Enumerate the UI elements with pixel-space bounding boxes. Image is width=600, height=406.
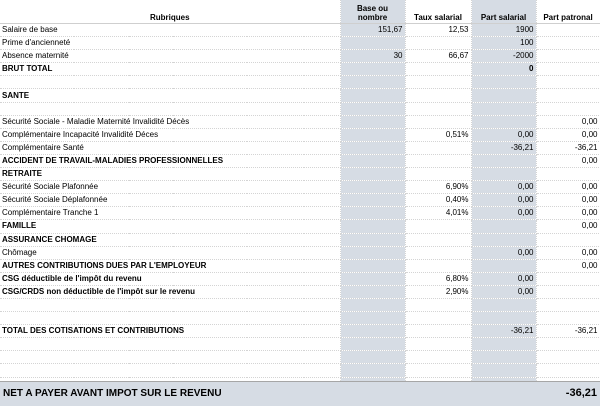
cell-base[interactable]: 30 [340,50,405,63]
table-row [0,298,600,311]
table-row [0,194,600,207]
cell-taux[interactable]: 6,80% [405,272,471,285]
cell-taux[interactable] [405,298,471,311]
table-row [0,181,600,194]
cell-rubrique[interactable]: CSG/CRDS non déductible de l'impôt sur le revenu [0,285,340,298]
cell-base[interactable] [340,141,405,154]
cell-rubrique[interactable]: Sécurité Sociale - Maladie Maternité Invalidité Décès [0,115,340,128]
cell-base[interactable] [340,76,405,89]
cell-taux[interactable] [405,259,471,272]
cell-taux[interactable] [405,89,471,102]
cell-part-patronal[interactable]: 0,00 [536,194,600,207]
cell-part-patronal[interactable] [536,364,600,377]
cell-base[interactable] [340,220,405,233]
cell-part-salarial[interactable] [471,338,536,351]
cell-part-salarial[interactable]: 0,00 [471,272,536,285]
cell-taux[interactable] [405,141,471,154]
cell-rubrique[interactable]: Complémentaire Incapacité Invalidité Déces [0,128,340,141]
cell-base[interactable] [340,194,405,207]
cell-rubrique[interactable]: Absence maternité [0,50,340,63]
cell-base[interactable] [340,154,405,167]
table-row [0,207,600,220]
cell-taux[interactable] [405,37,471,50]
cell-taux[interactable]: 2,90% [405,285,471,298]
cell-part-patronal[interactable] [536,298,600,311]
cell-part-salarial[interactable] [471,76,536,89]
cell-taux[interactable]: 66,67 [405,50,471,63]
cell-part-salarial[interactable]: 1900 [471,24,536,37]
cell-taux[interactable] [405,63,471,76]
cell-part-salarial[interactable]: 0,00 [471,207,536,220]
cell-part-salarial[interactable] [471,89,536,102]
cell-rubrique[interactable]: BRUT TOTAL [0,63,340,76]
cell-taux[interactable] [405,154,471,167]
cell-part-salarial[interactable]: -36,21 [471,325,536,338]
header-base-nombre[interactable]: Base ou nombre [340,0,405,24]
cell-rubrique[interactable] [0,364,340,377]
cell-rubrique[interactable]: Salaire de base [0,24,340,37]
cell-part-patronal[interactable] [536,50,600,63]
table-row [0,102,600,115]
cell-part-salarial[interactable]: 0,00 [471,181,536,194]
cell-rubrique[interactable] [0,312,340,325]
cell-base[interactable] [340,181,405,194]
cell-taux[interactable]: 0,40% [405,194,471,207]
cell-taux[interactable] [405,364,471,377]
cell-part-patronal[interactable]: 0,00 [536,128,600,141]
table-row [0,259,600,272]
cell-part-patronal[interactable]: 0,00 [536,115,600,128]
cell-taux[interactable] [405,220,471,233]
cell-base[interactable] [340,246,405,259]
table-row [0,89,600,102]
cell-part-patronal[interactable] [536,338,600,351]
table-row [0,50,600,63]
cell-part-salarial[interactable]: 0,00 [471,285,536,298]
cell-part-patronal[interactable] [536,272,600,285]
table-row [0,364,600,377]
cell-base[interactable] [340,298,405,311]
cell-rubrique[interactable]: RETRAITE [0,168,340,181]
net-a-payer-value[interactable]: -36,21 [565,387,597,399]
cell-taux[interactable] [405,168,471,181]
cell-rubrique[interactable]: AUTRES CONTRIBUTIONS DUES PAR L'EMPLOYEUR [0,259,340,272]
cell-taux[interactable] [405,338,471,351]
cell-part-salarial[interactable] [471,298,536,311]
cell-part-salarial[interactable] [471,115,536,128]
cell-rubrique[interactable] [0,338,340,351]
cell-rubrique[interactable] [0,351,340,364]
cell-rubrique[interactable]: SANTE [0,89,340,102]
table-row [0,115,600,128]
table-row [0,325,600,338]
cell-taux[interactable] [405,102,471,115]
table-row [0,154,600,167]
cell-base[interactable] [340,325,405,338]
cell-taux[interactable]: 12,53 [405,24,471,37]
cell-part-patronal[interactable] [536,233,600,246]
cell-rubrique[interactable]: Sécurité Sociale Déplafonnée [0,194,340,207]
cell-part-patronal[interactable] [536,24,600,37]
cell-base[interactable] [340,115,405,128]
header-part-salarial[interactable]: Part salarial [471,0,536,24]
cell-rubrique[interactable] [0,76,340,89]
cell-taux[interactable] [405,246,471,259]
table-row [0,338,600,351]
cell-base[interactable] [340,364,405,377]
cell-part-patronal[interactable] [536,89,600,102]
cell-part-salarial[interactable] [471,233,536,246]
cell-part-patronal[interactable]: 0,00 [536,220,600,233]
cell-base[interactable] [340,128,405,141]
cell-base[interactable] [340,285,405,298]
header-rubriques[interactable]: Rubriques [0,0,340,24]
cell-rubrique[interactable]: Sécurité Sociale Plafonnée [0,181,340,194]
cell-part-salarial[interactable] [471,154,536,167]
cell-part-salarial[interactable]: 0,00 [471,128,536,141]
cell-base[interactable]: 151,67 [340,24,405,37]
cell-part-patronal[interactable] [536,312,600,325]
cell-taux[interactable]: 4,01% [405,207,471,220]
cell-base[interactable] [340,37,405,50]
table-row [0,312,600,325]
cell-part-patronal[interactable]: -36,21 [536,141,600,154]
cell-base[interactable] [340,63,405,76]
table-row [0,76,600,89]
cell-base[interactable] [340,102,405,115]
cell-rubrique[interactable]: TOTAL DES COTISATIONS ET CONTRIBUTIONS [0,325,340,338]
cell-part-patronal[interactable] [536,76,600,89]
cell-rubrique[interactable]: ASSURANCE CHOMAGE [0,233,340,246]
table-row [0,37,600,50]
cell-part-salarial[interactable]: 0,00 [471,246,536,259]
cell-part-salarial[interactable] [471,168,536,181]
cell-part-salarial[interactable] [471,259,536,272]
cell-rubrique[interactable]: Complémentaire Tranche 1 [0,207,340,220]
cell-base[interactable] [340,272,405,285]
cell-taux[interactable] [405,115,471,128]
table-row [0,24,600,37]
cell-base[interactable] [340,351,405,364]
cell-base[interactable] [340,338,405,351]
cell-part-patronal[interactable]: 0,00 [536,207,600,220]
cell-part-salarial[interactable] [471,312,536,325]
cell-base[interactable] [340,168,405,181]
table-row [0,246,600,259]
cell-taux[interactable] [405,351,471,364]
table-row [0,233,600,246]
cell-taux[interactable]: 6,90% [405,181,471,194]
cell-part-salarial[interactable]: -36,21 [471,141,536,154]
cell-part-patronal[interactable]: 0,00 [536,154,600,167]
cell-part-salarial[interactable] [471,102,536,115]
table-row [0,141,600,154]
cell-base[interactable] [340,207,405,220]
cell-taux[interactable]: 0,51% [405,128,471,141]
cell-rubrique[interactable]: FAMILLE [0,220,340,233]
table-row [0,351,600,364]
cell-part-patronal[interactable] [536,63,600,76]
cell-part-salarial[interactable]: -2000 [471,50,536,63]
cell-part-patronal[interactable]: -36,21 [536,325,600,338]
header-taux-salarial[interactable]: Taux salarial [405,0,471,24]
cell-part-patronal[interactable] [536,37,600,50]
table-row [0,272,600,285]
cell-base[interactable] [340,233,405,246]
net-a-payer-bar [0,381,600,406]
cell-rubrique[interactable]: ACCIDENT DE TRAVAIL-MALADIES PROFESSIONNELLES [0,154,340,167]
cell-part-patronal[interactable] [536,102,600,115]
header-part-patronal[interactable]: Part patronal [536,0,600,24]
cell-part-salarial[interactable] [471,220,536,233]
net-a-payer-label[interactable]: NET A PAYER AVANT IMPOT SUR LE REVENU [3,388,222,399]
cell-base[interactable] [340,312,405,325]
cell-rubrique[interactable]: Prime d'ancienneté [0,37,340,50]
cell-base[interactable] [340,259,405,272]
cell-rubrique[interactable] [0,102,340,115]
cell-rubrique[interactable] [0,298,340,311]
table-row [0,168,600,181]
cell-part-patronal[interactable]: 0,00 [536,246,600,259]
cell-taux[interactable] [405,325,471,338]
table-row [0,128,600,141]
cell-part-salarial[interactable]: 0 [471,63,536,76]
cell-rubrique[interactable]: CSG déductible de l'impôt du revenu [0,272,340,285]
cell-part-patronal[interactable] [536,168,600,181]
cell-taux[interactable] [405,233,471,246]
cell-rubrique[interactable]: Complémentaire Santé [0,141,340,154]
cell-taux[interactable] [405,76,471,89]
table-row [0,220,600,233]
cell-part-salarial[interactable]: 0,00 [471,194,536,207]
cell-part-patronal[interactable]: 0,00 [536,259,600,272]
table-row [0,285,600,298]
cell-rubrique[interactable]: Chômage [0,246,340,259]
cell-base[interactable] [340,89,405,102]
cell-part-patronal[interactable]: 0,00 [536,181,600,194]
cell-part-salarial[interactable] [471,364,536,377]
cell-part-patronal[interactable] [536,351,600,364]
table-row [0,63,600,76]
cell-part-salarial[interactable] [471,351,536,364]
cell-part-patronal[interactable] [536,285,600,298]
cell-taux[interactable] [405,312,471,325]
header-row [0,0,600,24]
cell-part-salarial[interactable]: 100 [471,37,536,50]
